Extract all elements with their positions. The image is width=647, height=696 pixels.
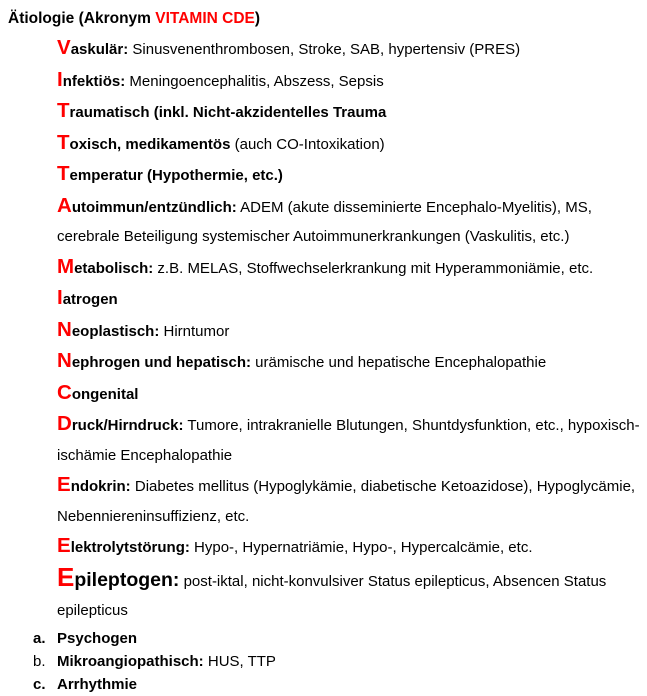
item-initial-letter: I <box>57 67 63 91</box>
item-initial-letter: I <box>57 286 63 309</box>
item-marker: c. <box>33 675 46 693</box>
etiology-item <box>57 252 643 284</box>
title-suffix: ) <box>254 10 261 27</box>
title-prefix: Ätiologie (Akronym <box>8 10 156 27</box>
lettered-item <box>33 627 641 650</box>
etiology-item <box>57 191 643 252</box>
item-label: atrogen <box>62 291 118 308</box>
item-text: Meningoencephalitis, Abszess, Sepsis <box>125 72 384 90</box>
page-title <box>8 9 641 29</box>
item-label: utoimmun/entzündlich: <box>71 198 237 216</box>
etiology-item <box>57 378 643 410</box>
item-initial-letter: M <box>57 254 75 278</box>
item-marker: a. <box>33 629 46 647</box>
etiology-item <box>57 315 643 347</box>
item-initial-letter: E <box>57 534 71 557</box>
item-label: Arrhythmie <box>57 675 138 693</box>
etiology-item <box>57 96 643 128</box>
item-label: oxisch, medikamentös <box>69 135 231 153</box>
item-label: ongenital <box>71 385 139 403</box>
lettered-item-text <box>57 627 137 650</box>
etiology-item <box>57 283 643 315</box>
item-text: urämische und hepatische Encephalopathie <box>251 354 547 371</box>
item-text: HUS, TTP <box>203 652 276 670</box>
item-initial-letter: C <box>57 380 72 404</box>
item-label: lektrolytstörung: <box>70 539 190 556</box>
item-text: Diabetes mellitus (Hypoglykämie, diabetische Ketoazidose), Hypoglycämie, Nebenniereninsuffizienz, etc. <box>57 478 636 525</box>
title-accent: VITAMIN CDE <box>155 10 255 27</box>
item-initial-letter: A <box>57 193 72 217</box>
item-label: raumatisch (inkl. Nicht-akzidentelles Trauma <box>69 104 387 121</box>
item-label: ruck/Hirndruck: <box>71 417 184 434</box>
item-text: (auch CO-Intoxikation) <box>230 135 385 153</box>
item-label: Mikroangiopathisch: <box>57 652 204 670</box>
item-text: Tumore, intrakranielle Blutungen, Shuntdysfunktion, etc., hypoxisch-ischämie Encephalopathie <box>57 417 640 464</box>
item-label: emperatur (Hypothermie, etc.) <box>69 167 283 184</box>
item-text: Hypo-, Hypernatriämie, Hypo-, Hypercalcämie, etc. <box>189 539 533 556</box>
etiology-list <box>57 33 643 626</box>
item-initial-letter: N <box>57 349 72 372</box>
etiology-item <box>57 409 643 470</box>
lettered-item-text <box>57 673 137 696</box>
item-initial-letter: V <box>57 36 71 59</box>
item-initial-letter: T <box>57 130 70 154</box>
etiology-item <box>57 531 643 563</box>
lettered-item <box>33 650 641 673</box>
etiology-item <box>57 563 643 626</box>
lettered-item-text <box>57 650 276 673</box>
item-label: pileptogen: <box>74 568 180 591</box>
item-label: eoplastisch: <box>71 322 160 340</box>
item-text: Hirntumor <box>159 322 230 340</box>
etiology-item <box>57 159 643 191</box>
etiology-item <box>57 346 643 378</box>
item-label: askulär: <box>70 41 129 58</box>
etiology-item <box>57 128 643 160</box>
etiology-item <box>57 65 643 97</box>
item-text: z.B. MELAS, Stoffwechselerkrankung mit Hyperammoniämie, etc. <box>153 259 594 277</box>
etiology-item <box>57 33 643 65</box>
lettered-item <box>33 673 641 696</box>
lettered-list <box>33 627 641 696</box>
item-label: Psychogen <box>57 629 138 647</box>
item-label: nfektiös: <box>62 72 126 90</box>
item-initial-letter: E <box>57 473 71 496</box>
item-text: ADEM (akute disseminierte Encephalo-Myelitis), MS, cerebrale Beteiligung systemischer Autoimmunerkrankungen (Vaskulitis, etc.) <box>57 198 592 245</box>
item-label: etabolisch: <box>74 259 154 277</box>
item-initial-letter: E <box>57 561 75 592</box>
item-label: ephrogen und hepatisch: <box>71 354 251 371</box>
item-initial-letter: N <box>57 317 72 341</box>
item-initial-letter: D <box>57 412 72 435</box>
etiology-item <box>57 470 643 531</box>
item-initial-letter: T <box>57 162 70 185</box>
item-text: Sinusvenenthrombosen, Stroke, SAB, hypertensiv (PRES) <box>128 41 521 58</box>
item-text: post-iktal, nicht-konvulsiver Status epilepticus, Absencen Status epilepticus <box>57 572 607 619</box>
item-initial-letter: T <box>57 99 70 122</box>
item-label: ndokrin: <box>70 478 131 495</box>
item-marker: b. <box>33 652 46 670</box>
